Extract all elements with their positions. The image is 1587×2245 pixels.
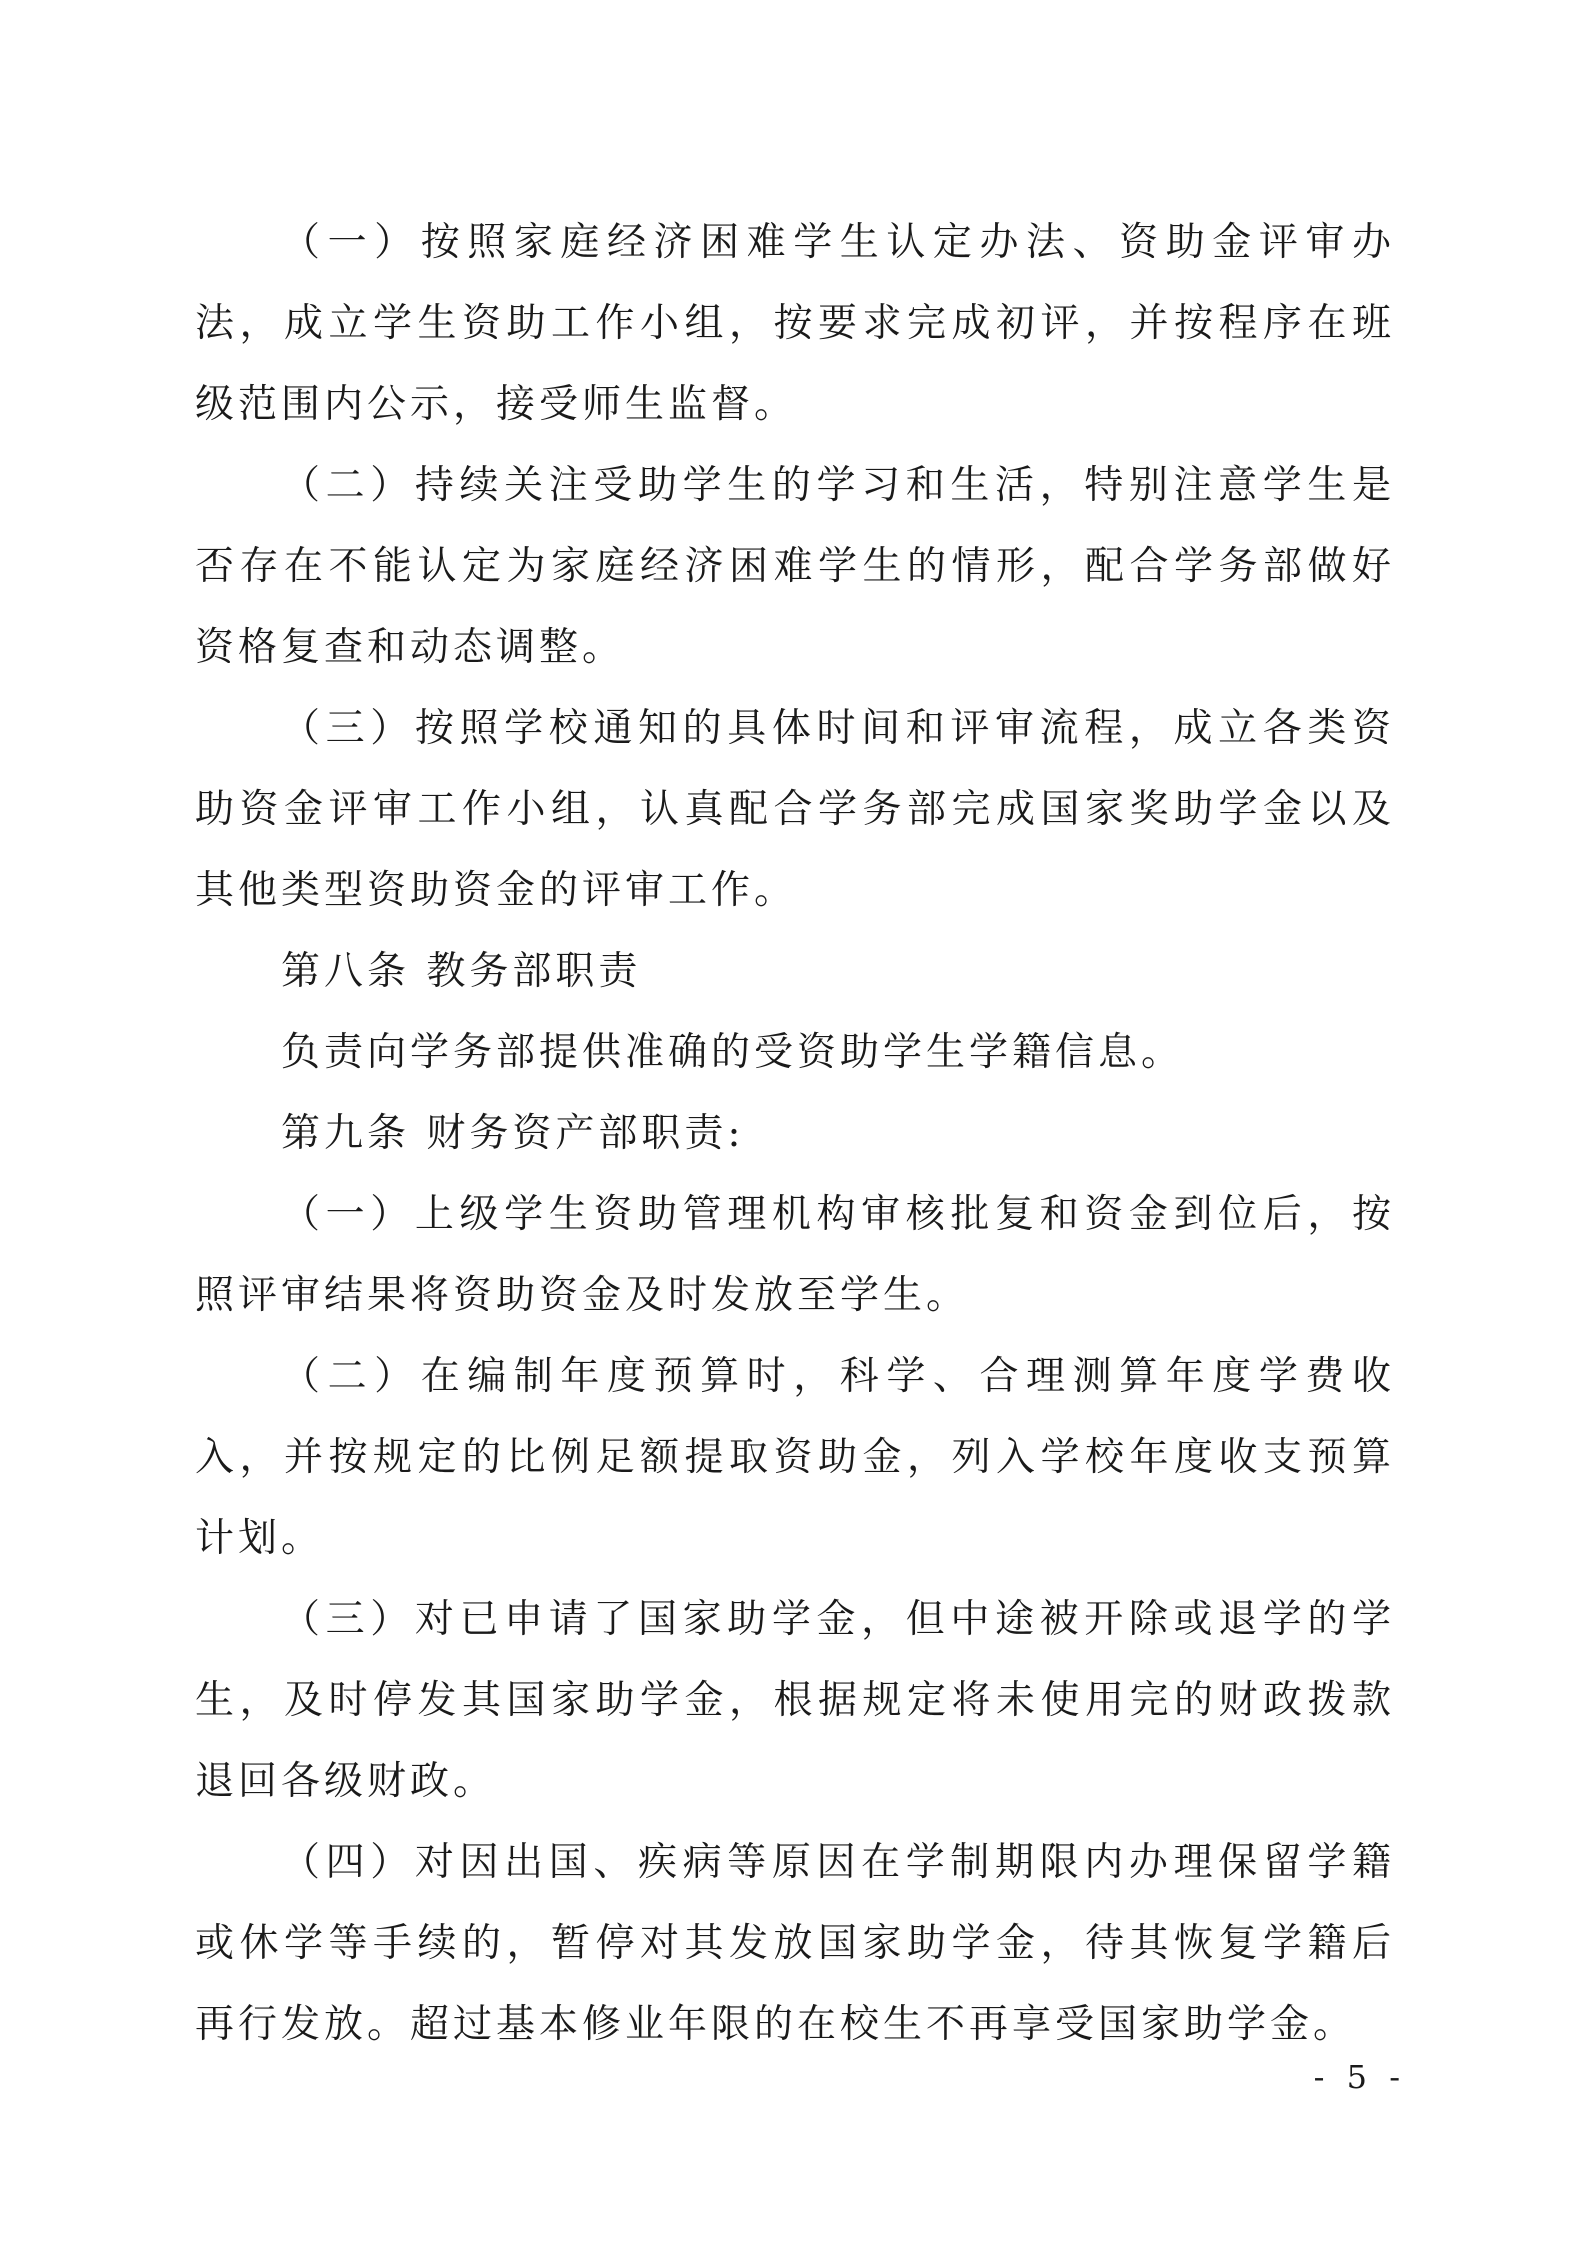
paragraph-item-3: （三）按照学校通知的具体时间和评审流程，成立各类资助资金评审工作小组，认真配合学务部完成国家奖助学金以及其他类型资助资金的评审工作。 — [195, 706, 1395, 913]
paragraph-item-1: （一）按照家庭经济困难学生认定办法、资助金评审办法，成立学生资助工作小组，按要求完成初评，并按程序在班级范围内公示，接受师生监督。 — [195, 220, 1395, 427]
article-9-item-2: （二）在编制年度预算时，科学、合理测算年度学费收入，并按规定的比例足额提取资助金，列入学校年度收支预算计划。 — [195, 1354, 1395, 1561]
article-9-heading: 第九条 财务资产部职责: — [281, 1111, 745, 1156]
article-9-item-4: （四）对因出国、疾病等原因在学制期限内办理保留学籍或休学等手续的，暂停对其发放国家助学金，待其恢复学籍后再行发放。超过基本修业年限的在校生不再享受国家助学金。 — [195, 1840, 1395, 2047]
page-number: - 5 - — [1313, 2058, 1406, 2096]
article-9-item-3: （三）对已申请了国家助学金，但中途被开除或退学的学生，及时停发其国家助学金，根据规定将未使用完的财政拨款退回各级财政。 — [195, 1597, 1395, 1804]
article-8-heading: 第八条 教务部职责 — [281, 949, 642, 994]
document-body — [195, 202, 1395, 2065]
article-8-body: 负责向学务部提供准确的受资助学生学籍信息。 — [281, 1030, 1185, 1075]
paragraph-item-2: （二）持续关注受助学生的学习和生活，特别注意学生是否存在不能认定为家庭经济困难学生的情形，配合学务部做好资格复查和动态调整。 — [195, 463, 1395, 670]
article-9-item-1: （一）上级学生资助管理机构审核批复和资金到位后，按照评审结果将资助资金及时发放至学生。 — [195, 1192, 1395, 1318]
